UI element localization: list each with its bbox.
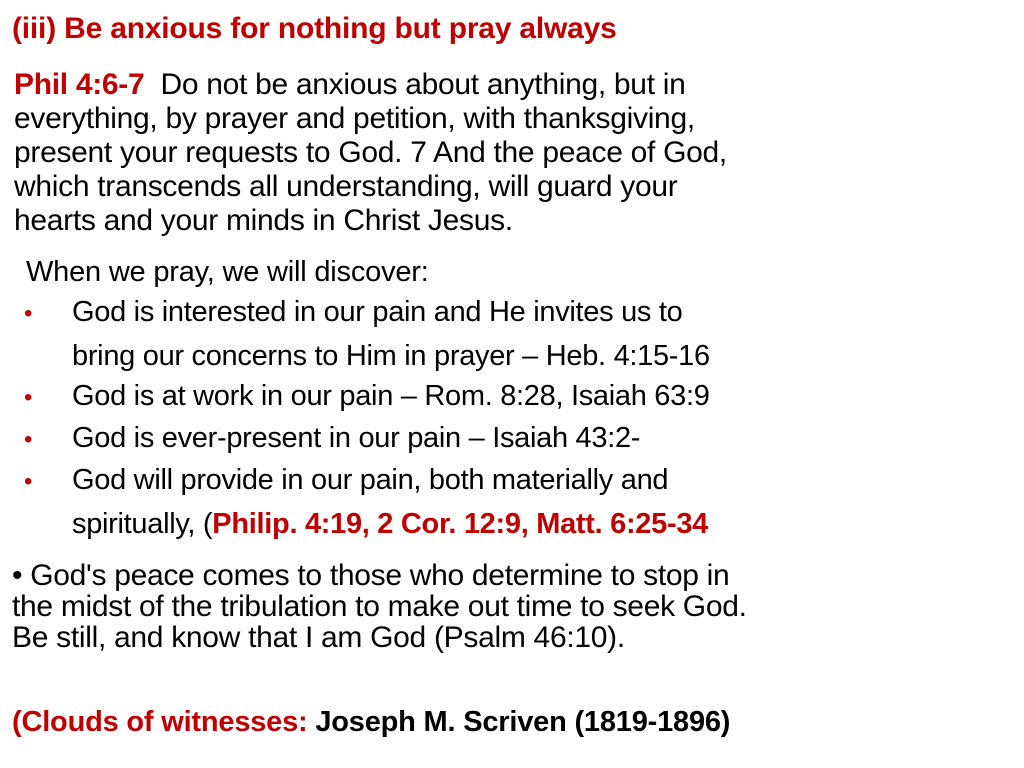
bullet-1-line-2: bring our concerns to Him in prayer – Heb. 4:15-16 (72, 340, 710, 372)
bullet-icon: • (24, 426, 33, 453)
bullet-3-line-1: God is ever-present in our pain – Isaiah 43:2- (72, 422, 641, 454)
verse-reference: Phil 4:6-7 (14, 68, 145, 101)
peace-line-1: • God's peace comes to those who determine to stop in (12, 559, 730, 592)
verse-line-5: hearts and your minds in Christ Jesus. (14, 204, 513, 237)
bullet-icon: • (24, 384, 33, 411)
peace-line-3: Be still, and know that I am God (Psalm 46:10). (12, 621, 625, 654)
bullet-4-reference: Philip. 4:19, 2 Cor. 12:9, Matt. 6:25-34 (212, 508, 708, 540)
footer-name: Joseph M. Scriven (1819-1896) (315, 706, 731, 738)
bullet-1-line-1: God is interested in our pain and He invites us to (72, 296, 683, 328)
verse-line-1 (14, 68, 686, 102)
slide-title: (iii) Be anxious for nothing but pray always (12, 12, 617, 45)
footer-witness (12, 706, 730, 739)
bullet-icon: • (24, 300, 33, 327)
bullet-icon: • (24, 468, 33, 495)
intro-text: When we pray, we will discover: (26, 256, 429, 288)
bullet-4-line-1: God will provide in our pain, both materially and (72, 464, 669, 496)
bullet-4-line-2 (72, 508, 708, 541)
verse-line-4: which transcends all understanding, will guard your (14, 170, 678, 203)
verse-text: Do not be anxious about anything, but in (160, 68, 686, 101)
peace-line-2: the midst of the tribulation to make out time to seek God. (12, 590, 747, 623)
verse-line-3: present your requests to God. 7 And the peace of God, (14, 136, 727, 169)
verse-line-2: everything, by prayer and petition, with thanksgiving, (14, 102, 695, 135)
bullet-2-line-1: God is at work in our pain – Rom. 8:28, Isaiah 63:9 (72, 380, 710, 412)
bullet-4-prefix: spiritually, ( (72, 508, 213, 540)
footer-label: (Clouds of witnesses: (12, 706, 308, 738)
